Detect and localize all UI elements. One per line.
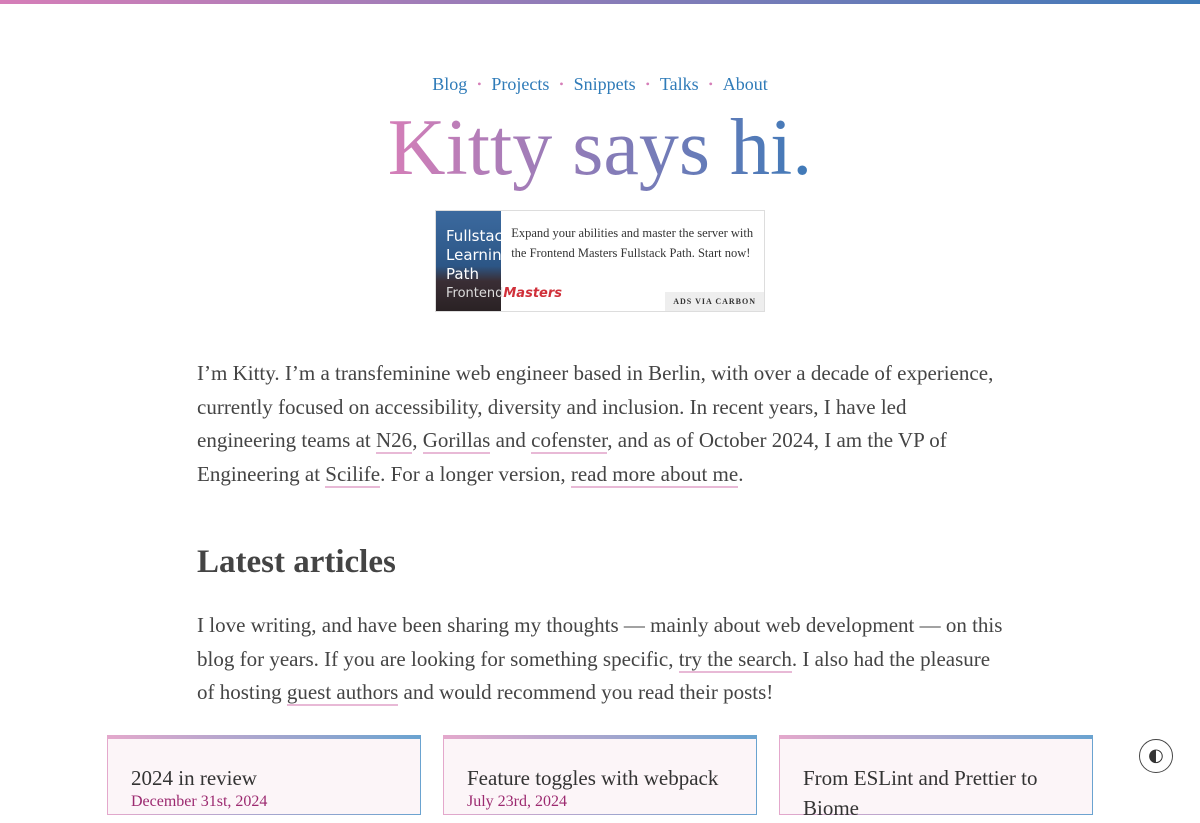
link-gorillas[interactable]: Gorillas — [422, 428, 491, 452]
nav-about[interactable]: About — [722, 74, 768, 94]
nav-talks[interactable]: Talks — [659, 74, 699, 94]
link-scilife[interactable]: Scilife — [325, 461, 381, 486]
article-card[interactable]: Feature toggles with webpack July 23rd, 2024 — [443, 735, 757, 815]
top-gradient-bar — [0, 0, 1200, 4]
intro-paragraph: I’m Kitty. I’m a transfeminine web engineer based in Berlin, with over a decade of experience, currently focused on accessibility, diversity and inclusion. In recent years, I have led engineering teams at N26, Gorillas and cofenster, and as of October 2024, I am the VP of Engineering at Scilife. For a longer version, read more about me. — [197, 361, 994, 486]
carbon-ad[interactable] — [435, 210, 765, 312]
separator: • — [559, 77, 564, 91]
link-about-me[interactable]: read more about me — [570, 461, 739, 486]
ad-image[interactable]: Fullstack Learning Path FrontendMasters — [436, 211, 501, 311]
contrast-icon: ◐ — [1148, 745, 1164, 766]
ads-via-carbon-link[interactable]: ADS VIA CARBON — [665, 292, 764, 311]
article-card[interactable]: 2024 in review December 31st, 2024 — [107, 735, 421, 815]
nav-snippets[interactable]: Snippets — [573, 74, 636, 94]
site-title: Kitty says hi. — [0, 100, 1200, 196]
theme-toggle-button[interactable] — [1139, 739, 1173, 773]
article-card[interactable]: From ESLint and Prettier to Biome — [779, 735, 1093, 815]
latest-articles-heading: Latest articles — [197, 544, 396, 580]
nav-projects[interactable]: Projects — [491, 74, 550, 94]
link-guest-authors[interactable]: guest authors — [286, 680, 399, 704]
separator: • — [477, 77, 482, 91]
ad-text[interactable]: Expand your abilities and master the server with the Frontend Masters Fullstack Path. Start now! — [511, 226, 754, 260]
separator: • — [708, 77, 713, 91]
link-search[interactable]: try the search — [678, 646, 792, 671]
main-nav — [0, 74, 1200, 95]
link-n26[interactable]: N26 — [376, 428, 413, 452]
articles-paragraph: I love writing, and have been sharing my thoughts — mainly about web development — on this blog for years. If you are looking for something specific, try the search. I also had the pleasure of hosting guest authors and would recommend you read their posts! — [197, 613, 1003, 704]
separator: • — [645, 77, 650, 91]
link-cofenster[interactable]: cofenster — [531, 428, 608, 452]
nav-blog[interactable]: Blog — [432, 74, 468, 94]
